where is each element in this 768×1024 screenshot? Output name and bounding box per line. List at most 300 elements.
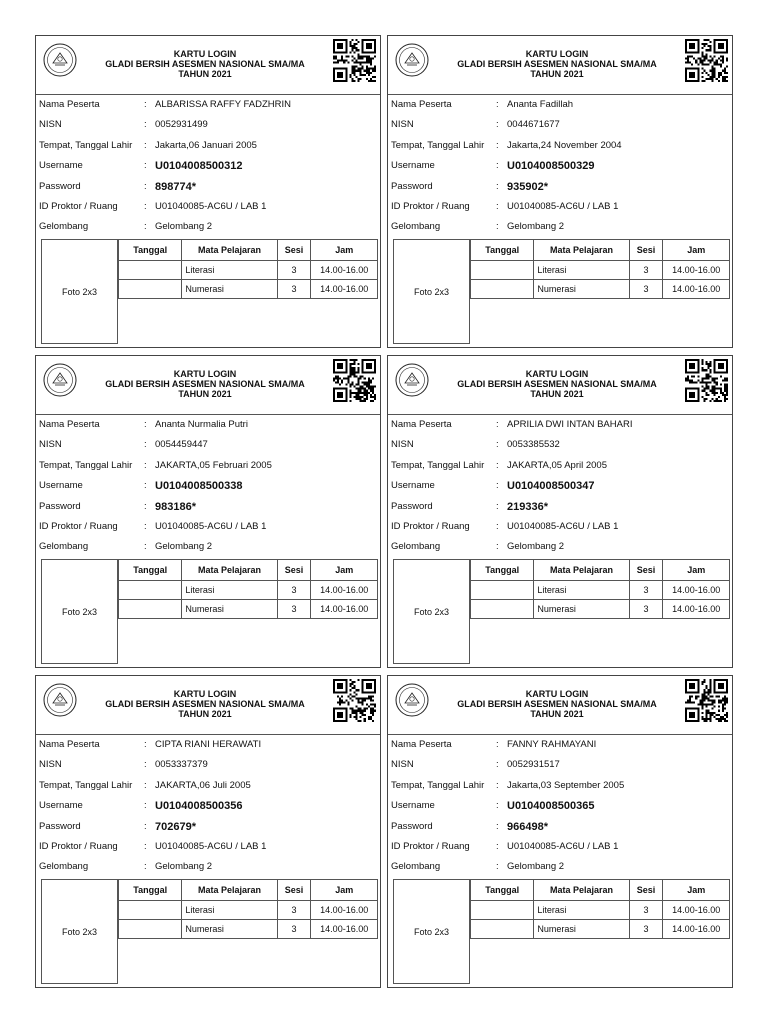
colon: :	[144, 119, 147, 131]
table-row	[119, 901, 378, 920]
colon: :	[144, 180, 147, 192]
header-jam: Jam	[663, 240, 730, 261]
header-sesi: Sesi	[629, 880, 663, 901]
gelombang-label: Gelombang	[391, 861, 441, 873]
card-subtitle: GLADI BERSIH ASESMEN NASIONAL SMA/MA	[105, 59, 305, 69]
gelombang-label: Gelombang	[39, 861, 89, 873]
table-row	[471, 600, 730, 619]
colon: :	[144, 139, 147, 151]
header-mata-pelajaran: Mata Pelajaran	[534, 880, 629, 901]
tempat-tanggal-lahir-value: JAKARTA,06 Juli 2005	[155, 779, 251, 791]
nama-peserta-value: APRILIA DWI INTAN BAHARI	[507, 419, 633, 430]
login-card	[35, 35, 381, 348]
cell-jam: 14.00-16.00	[663, 920, 730, 939]
photo-label: Foto 2x3	[61, 286, 98, 297]
participant-info	[36, 735, 380, 878]
id-proktor-ruang-value: U01040085-AC6U / LAB 1	[155, 840, 267, 852]
cell-tanggal	[119, 261, 182, 280]
tut-wuri-handayani-logo-icon	[395, 363, 429, 397]
colon: :	[144, 500, 147, 512]
username-label: Username	[391, 160, 435, 172]
card-title: KARTU LOGIN	[173, 369, 237, 379]
nama-peserta-value: FANNY RAHMAYANI	[507, 739, 597, 750]
photo-label: Foto 2x3	[413, 926, 450, 937]
username-row	[36, 156, 380, 176]
header-mata-pelajaran: Mata Pelajaran	[182, 880, 277, 901]
nama-peserta-label: Nama Peserta	[39, 99, 100, 110]
photo-placeholder	[393, 879, 470, 984]
schedule-table	[470, 559, 730, 619]
participant-info	[388, 415, 732, 558]
tempat-tanggal-lahir-value: Jakarta,24 November 2004	[507, 139, 622, 151]
nisn-row	[388, 755, 732, 775]
colon: :	[496, 840, 499, 852]
cell-tanggal	[471, 920, 534, 939]
username-value: U0104008500338	[155, 480, 243, 493]
table-row	[471, 261, 730, 280]
qr-code-icon	[685, 359, 728, 402]
card-title: KARTU LOGIN	[173, 49, 237, 59]
cell-jam: 14.00-16.00	[311, 280, 378, 299]
gelombang-value: Gelombang 2	[155, 221, 213, 233]
tempat-tanggal-lahir-label: Tempat, Tanggal Lahir	[39, 459, 133, 471]
gelombang-value: Gelombang 2	[507, 861, 565, 873]
id-proktor-ruang-row	[36, 517, 380, 537]
card-header	[388, 356, 732, 415]
login-card	[35, 355, 381, 668]
username-label: Username	[39, 160, 83, 172]
password-row	[36, 497, 380, 517]
login-card	[35, 675, 381, 988]
cell-sesi: 3	[277, 600, 311, 619]
cell-tanggal	[471, 261, 534, 280]
username-value: U0104008500347	[507, 480, 595, 493]
cell-jam: 14.00-16.00	[663, 280, 730, 299]
colon: :	[144, 840, 147, 852]
colon: :	[496, 221, 499, 233]
nama-peserta-row	[388, 95, 732, 115]
nama-peserta-row	[36, 735, 380, 755]
tempat-tanggal-lahir-row	[388, 456, 732, 476]
colon: :	[496, 820, 499, 832]
password-value: 935902*	[507, 180, 548, 193]
nisn-label: NISN	[391, 439, 414, 451]
cell-jam: 14.00-16.00	[311, 261, 378, 280]
colon: :	[144, 541, 147, 553]
photo-placeholder	[393, 559, 470, 664]
id-proktor-ruang-value: U01040085-AC6U / LAB 1	[155, 200, 267, 212]
gelombang-value: Gelombang 2	[507, 221, 565, 233]
nisn-row	[388, 435, 732, 455]
tut-wuri-handayani-logo-icon	[43, 43, 77, 77]
gelombang-value: Gelombang 2	[155, 861, 213, 873]
nisn-row	[36, 435, 380, 455]
colon: :	[144, 800, 147, 812]
participant-info	[388, 735, 732, 878]
card-header	[388, 36, 732, 95]
username-row	[36, 796, 380, 816]
gelombang-value: Gelombang 2	[507, 541, 565, 553]
cell-mata-pelajaran: Numerasi	[182, 920, 277, 939]
table-row	[119, 261, 378, 280]
nisn-label: NISN	[391, 759, 414, 771]
colon: :	[144, 200, 147, 212]
colon: :	[496, 139, 499, 151]
id-proktor-ruang-label: ID Proktor / Ruang	[391, 840, 470, 852]
username-label: Username	[39, 800, 83, 812]
gelombang-label: Gelombang	[391, 541, 441, 553]
nama-peserta-row	[388, 415, 732, 435]
colon: :	[144, 459, 147, 471]
nama-peserta-row	[36, 415, 380, 435]
gelombang-row	[388, 857, 732, 877]
cell-jam: 14.00-16.00	[311, 901, 378, 920]
schedule-table	[470, 239, 730, 299]
nisn-row	[36, 755, 380, 775]
cell-tanggal	[471, 600, 534, 619]
colon: :	[144, 221, 147, 233]
table-header-row	[119, 240, 378, 261]
password-label: Password	[39, 180, 81, 192]
card-titles	[80, 689, 330, 719]
card-header	[36, 676, 380, 735]
cell-sesi: 3	[277, 280, 311, 299]
header-tanggal: Tanggal	[471, 880, 534, 901]
table-row	[471, 920, 730, 939]
colon: :	[496, 459, 499, 471]
colon: :	[496, 520, 499, 532]
id-proktor-ruang-label: ID Proktor / Ruang	[39, 200, 118, 212]
cell-mata-pelajaran: Literasi	[534, 261, 629, 280]
nama-peserta-value: CIPTA RIANI HERAWATI	[155, 739, 262, 750]
colon: :	[144, 419, 147, 430]
cell-mata-pelajaran: Literasi	[182, 581, 277, 600]
card-year: TAHUN 2021	[178, 709, 232, 719]
nama-peserta-label: Nama Peserta	[39, 419, 100, 430]
nisn-value: 0053337379	[155, 759, 208, 771]
username-label: Username	[391, 480, 435, 492]
nama-peserta-value: Ananta Nurmalia Putri	[155, 419, 248, 430]
participant-info	[388, 95, 732, 238]
cell-sesi: 3	[629, 280, 663, 299]
cell-mata-pelajaran: Numerasi	[534, 280, 629, 299]
gelombang-label: Gelombang	[39, 221, 89, 233]
card-subtitle: GLADI BERSIH ASESMEN NASIONAL SMA/MA	[457, 59, 657, 69]
colon: :	[496, 739, 499, 750]
table-row	[471, 581, 730, 600]
nama-peserta-label: Nama Peserta	[391, 99, 452, 110]
password-row	[36, 177, 380, 197]
tempat-tanggal-lahir-label: Tempat, Tanggal Lahir	[39, 139, 133, 151]
id-proktor-ruang-row	[388, 197, 732, 217]
header-mata-pelajaran: Mata Pelajaran	[534, 240, 629, 261]
header-tanggal: Tanggal	[471, 240, 534, 261]
card-title: KARTU LOGIN	[525, 49, 589, 59]
header-tanggal: Tanggal	[471, 560, 534, 581]
photo-label: Foto 2x3	[413, 606, 450, 617]
photo-label: Foto 2x3	[61, 926, 98, 937]
cell-tanggal	[119, 901, 182, 920]
tempat-tanggal-lahir-label: Tempat, Tanggal Lahir	[391, 459, 485, 471]
nama-peserta-row	[36, 95, 380, 115]
cell-tanggal	[119, 920, 182, 939]
card-titles	[80, 49, 330, 79]
header-tanggal: Tanggal	[119, 880, 182, 901]
nama-peserta-label: Nama Peserta	[391, 739, 452, 750]
cell-sesi: 3	[277, 581, 311, 600]
id-proktor-ruang-row	[388, 517, 732, 537]
table-header-row	[471, 560, 730, 581]
colon: :	[496, 759, 499, 771]
schedule-table	[470, 879, 730, 939]
cell-sesi: 3	[629, 901, 663, 920]
card-title: KARTU LOGIN	[525, 689, 589, 699]
tempat-tanggal-lahir-row	[388, 136, 732, 156]
nama-peserta-label: Nama Peserta	[391, 419, 452, 430]
colon: :	[496, 500, 499, 512]
table-header-row	[119, 560, 378, 581]
cell-sesi: 3	[629, 600, 663, 619]
password-value: 702679*	[155, 820, 196, 833]
schedule-table	[118, 879, 378, 939]
id-proktor-ruang-label: ID Proktor / Ruang	[39, 520, 118, 532]
password-value: 983186*	[155, 500, 196, 513]
tempat-tanggal-lahir-value: Jakarta,03 September 2005	[507, 779, 625, 791]
photo-placeholder	[41, 879, 118, 984]
header-jam: Jam	[311, 880, 378, 901]
cell-jam: 14.00-16.00	[663, 901, 730, 920]
cell-tanggal	[119, 600, 182, 619]
nisn-value: 0052931499	[155, 119, 208, 131]
tempat-tanggal-lahir-label: Tempat, Tanggal Lahir	[391, 779, 485, 791]
header-jam: Jam	[311, 240, 378, 261]
tempat-tanggal-lahir-value: Jakarta,06 Januari 2005	[155, 139, 257, 151]
id-proktor-ruang-value: U01040085-AC6U / LAB 1	[507, 520, 619, 532]
card-titles	[432, 689, 682, 719]
header-mata-pelajaran: Mata Pelajaran	[182, 240, 277, 261]
id-proktor-ruang-label: ID Proktor / Ruang	[391, 200, 470, 212]
table-row	[119, 280, 378, 299]
header-jam: Jam	[663, 560, 730, 581]
gelombang-row	[36, 857, 380, 877]
tut-wuri-handayani-logo-icon	[395, 43, 429, 77]
card-subtitle: GLADI BERSIH ASESMEN NASIONAL SMA/MA	[457, 699, 657, 709]
card-year: TAHUN 2021	[178, 69, 232, 79]
participant-info	[36, 95, 380, 238]
colon: :	[144, 820, 147, 832]
nisn-value: 0052931517	[507, 759, 560, 771]
card-title: KARTU LOGIN	[525, 369, 589, 379]
header-tanggal: Tanggal	[119, 240, 182, 261]
header-tanggal: Tanggal	[119, 560, 182, 581]
colon: :	[496, 419, 499, 430]
cell-tanggal	[471, 581, 534, 600]
password-row	[388, 497, 732, 517]
table-row	[471, 280, 730, 299]
username-value: U0104008500365	[507, 800, 595, 813]
cell-sesi: 3	[629, 581, 663, 600]
id-proktor-ruang-value: U01040085-AC6U / LAB 1	[507, 200, 619, 212]
qr-code-icon	[333, 679, 376, 722]
colon: :	[496, 160, 499, 172]
gelombang-row	[388, 217, 732, 237]
cell-jam: 14.00-16.00	[663, 600, 730, 619]
table-header-row	[471, 240, 730, 261]
id-proktor-ruang-row	[36, 197, 380, 217]
cell-jam: 14.00-16.00	[311, 581, 378, 600]
id-proktor-ruang-label: ID Proktor / Ruang	[391, 520, 470, 532]
tempat-tanggal-lahir-value: JAKARTA,05 April 2005	[507, 459, 607, 471]
header-sesi: Sesi	[629, 560, 663, 581]
card-titles	[432, 369, 682, 399]
username-row	[36, 476, 380, 496]
gelombang-row	[36, 217, 380, 237]
card-titles	[432, 49, 682, 79]
nisn-row	[36, 115, 380, 135]
photo-label: Foto 2x3	[413, 286, 450, 297]
schedule-table	[118, 239, 378, 299]
cell-sesi: 3	[277, 261, 311, 280]
colon: :	[496, 861, 499, 873]
colon: :	[144, 779, 147, 791]
login-card-grid	[35, 35, 733, 988]
login-card	[387, 675, 733, 988]
colon: :	[496, 200, 499, 212]
nisn-row	[388, 115, 732, 135]
gelombang-value: Gelombang 2	[155, 541, 213, 553]
card-year: TAHUN 2021	[530, 389, 584, 399]
tempat-tanggal-lahir-value: JAKARTA,05 Februari 2005	[155, 459, 272, 471]
photo-placeholder	[393, 239, 470, 344]
card-year: TAHUN 2021	[178, 389, 232, 399]
header-mata-pelajaran: Mata Pelajaran	[182, 560, 277, 581]
nisn-label: NISN	[39, 119, 62, 131]
card-title: KARTU LOGIN	[173, 689, 237, 699]
id-proktor-ruang-value: U01040085-AC6U / LAB 1	[507, 840, 619, 852]
password-row	[388, 177, 732, 197]
tut-wuri-handayani-logo-icon	[395, 683, 429, 717]
cell-tanggal	[471, 280, 534, 299]
colon: :	[144, 520, 147, 532]
cell-mata-pelajaran: Numerasi	[534, 600, 629, 619]
cell-mata-pelajaran: Literasi	[182, 901, 277, 920]
tempat-tanggal-lahir-label: Tempat, Tanggal Lahir	[39, 779, 133, 791]
header-sesi: Sesi	[277, 560, 311, 581]
card-year: TAHUN 2021	[530, 709, 584, 719]
username-label: Username	[391, 800, 435, 812]
cell-jam: 14.00-16.00	[663, 581, 730, 600]
tempat-tanggal-lahir-row	[36, 136, 380, 156]
cell-mata-pelajaran: Literasi	[534, 581, 629, 600]
cell-tanggal	[119, 581, 182, 600]
header-sesi: Sesi	[277, 880, 311, 901]
photo-placeholder	[41, 239, 118, 344]
cell-mata-pelajaran: Literasi	[182, 261, 277, 280]
cell-jam: 14.00-16.00	[663, 261, 730, 280]
colon: :	[496, 800, 499, 812]
card-year: TAHUN 2021	[530, 69, 584, 79]
header-jam: Jam	[663, 880, 730, 901]
cell-tanggal	[119, 280, 182, 299]
table-header-row	[471, 880, 730, 901]
password-row	[36, 817, 380, 837]
colon: :	[496, 99, 499, 110]
username-row	[388, 156, 732, 176]
login-card	[387, 355, 733, 668]
card-header	[36, 356, 380, 415]
tempat-tanggal-lahir-row	[36, 776, 380, 796]
table-row	[119, 600, 378, 619]
nisn-label: NISN	[39, 759, 62, 771]
colon: :	[144, 439, 147, 451]
table-row	[119, 581, 378, 600]
password-label: Password	[391, 180, 433, 192]
gelombang-row	[388, 537, 732, 557]
cell-mata-pelajaran: Numerasi	[534, 920, 629, 939]
nisn-label: NISN	[39, 439, 62, 451]
card-subtitle: GLADI BERSIH ASESMEN NASIONAL SMA/MA	[457, 379, 657, 389]
nama-peserta-row	[388, 735, 732, 755]
username-row	[388, 796, 732, 816]
nama-peserta-label: Nama Peserta	[39, 739, 100, 750]
colon: :	[144, 480, 147, 492]
colon: :	[496, 439, 499, 451]
table-row	[119, 920, 378, 939]
colon: :	[496, 119, 499, 131]
card-subtitle: GLADI BERSIH ASESMEN NASIONAL SMA/MA	[105, 379, 305, 389]
colon: :	[144, 739, 147, 750]
id-proktor-ruang-label: ID Proktor / Ruang	[39, 840, 118, 852]
gelombang-label: Gelombang	[39, 541, 89, 553]
photo-placeholder	[41, 559, 118, 664]
username-row	[388, 476, 732, 496]
gelombang-label: Gelombang	[391, 221, 441, 233]
tempat-tanggal-lahir-label: Tempat, Tanggal Lahir	[391, 139, 485, 151]
table-header-row	[119, 880, 378, 901]
colon: :	[496, 480, 499, 492]
card-titles	[80, 369, 330, 399]
photo-label: Foto 2x3	[61, 606, 98, 617]
password-label: Password	[39, 500, 81, 512]
cell-mata-pelajaran: Literasi	[534, 901, 629, 920]
gelombang-row	[36, 537, 380, 557]
nisn-value: 0054459447	[155, 439, 208, 451]
tut-wuri-handayani-logo-icon	[43, 363, 77, 397]
id-proktor-ruang-value: U01040085-AC6U / LAB 1	[155, 520, 267, 532]
nisn-value: 0044671677	[507, 119, 560, 131]
tempat-tanggal-lahir-row	[36, 456, 380, 476]
username-value: U0104008500356	[155, 800, 243, 813]
tut-wuri-handayani-logo-icon	[43, 683, 77, 717]
username-label: Username	[39, 480, 83, 492]
card-header	[388, 676, 732, 735]
password-label: Password	[391, 820, 433, 832]
tempat-tanggal-lahir-row	[388, 776, 732, 796]
colon: :	[496, 541, 499, 553]
qr-code-icon	[333, 39, 376, 82]
colon: :	[144, 861, 147, 873]
cell-sesi: 3	[629, 920, 663, 939]
password-value: 219336*	[507, 500, 548, 513]
colon: :	[496, 779, 499, 791]
header-jam: Jam	[311, 560, 378, 581]
nama-peserta-value: Ananta Fadillah	[507, 99, 574, 110]
header-sesi: Sesi	[277, 240, 311, 261]
cell-sesi: 3	[277, 920, 311, 939]
cell-sesi: 3	[277, 901, 311, 920]
password-row	[388, 817, 732, 837]
password-value: 966498*	[507, 820, 548, 833]
